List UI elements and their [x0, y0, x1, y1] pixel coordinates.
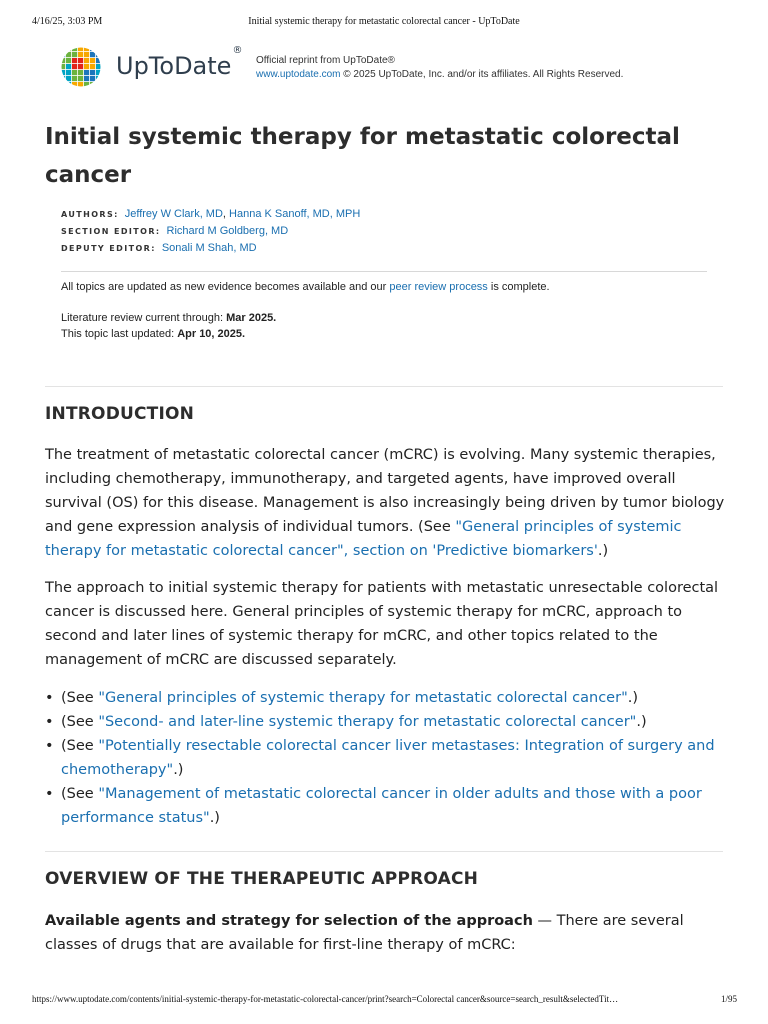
- logo-cell: [72, 52, 77, 57]
- page-title: Initial systemic therapy for metastatic colorectal cancer: [45, 124, 680, 188]
- general-principles-link[interactable]: "General principles of systemic therapy for metastatic colorectal cancer": [98, 690, 628, 706]
- review-dates: [61, 310, 276, 342]
- logo-cell: [84, 64, 89, 69]
- logo-cell: [90, 70, 95, 75]
- page-number: 1/95: [720, 994, 737, 1004]
- overview-paragraph: Available agents and strategy for selection of the approach — There are several classes of drugs that are available for first-line therapy of mCRC:: [45, 913, 684, 953]
- print-footer: [0, 994, 768, 1008]
- author-block: [61, 206, 360, 257]
- logo-cell: [96, 64, 101, 69]
- logo-cell: [84, 58, 89, 63]
- brand-header: [58, 46, 738, 96]
- logo-cell: [66, 64, 71, 69]
- last-updated-date: This topic last updated: Apr 10, 2025.: [61, 328, 246, 340]
- copyright-line: www.uptodate.com © 2025 UpToDate, Inc. and/or its affiliates. All Rights Reserved.: [256, 69, 624, 80]
- logo-cell: [78, 52, 83, 57]
- logo-cell: [78, 58, 83, 63]
- logo-cell: [96, 52, 101, 57]
- reprint-notice: [256, 54, 623, 82]
- logo-cell: [66, 52, 71, 57]
- divider: [61, 271, 707, 272]
- logo-cell: [90, 76, 95, 81]
- liver-metastases-link[interactable]: "Potentially resectable colorectal cancer liver metastases: Integration of surgery and chemotherapy": [61, 738, 715, 778]
- logo-cell: [66, 58, 71, 63]
- logo-cell: [96, 82, 101, 87]
- deputy-editor-row: DEPUTY EDITOR: Sonali M Shah, MD: [61, 242, 257, 254]
- list-item: • (See "General principles of systemic therapy for metastatic colorectal cancer".): [45, 686, 725, 710]
- logo-cell: [72, 64, 77, 69]
- logo-cell: [78, 70, 83, 75]
- logo-cell: [90, 52, 95, 57]
- intro-paragraph-2: The approach to initial systemic therapy for patients with metastatic unresectable colorectal cancer is discussed here. General principles of systemic therapy for mCRC, approach to second and later lines of systemic therapy for mCRC, and other topics related to the management of mCRC are discussed separately.: [45, 580, 719, 668]
- section-divider: [45, 386, 723, 387]
- logo-cell: [72, 58, 77, 63]
- logo-cell: [96, 58, 101, 63]
- lit-review-date: Literature review current through: Mar 2025.: [61, 312, 277, 324]
- authors-row: AUTHORS: Jeffrey W Clark, MD, Hanna K Sanoff, MD, MPH: [61, 208, 361, 220]
- uptodate-wordmark: UpToDate®: [116, 45, 243, 80]
- logo-cell: [60, 52, 65, 57]
- print-timestamp: 4/16/25, 3:03 PM: [32, 16, 103, 27]
- intro-paragraph-1: The treatment of metastatic colorectal cancer (mCRC) is evolving. Many systemic therapies, including chemotherapy, immunotherapy, and targeted agents, have improved overall survival (OS) for this disease. Management is also increasingly being driven by tumor biology and gene expression analysis of individual tumors. (See "General principles of systemic therapy for metastatic colorectal cancer", section on 'Predictive biomarkers'.): [45, 447, 725, 559]
- logo-cell: [84, 70, 89, 75]
- second-line-therapy-link[interactable]: "Second- and later-line systemic therapy for metastatic colorectal cancer": [98, 714, 637, 730]
- logo-cell: [72, 70, 77, 75]
- logo-cell: [66, 70, 71, 75]
- logo-cell: [78, 82, 83, 87]
- logo-cell: [60, 46, 65, 51]
- overview-heading: OVERVIEW OF THE THERAPEUTIC APPROACH: [45, 869, 479, 889]
- logo-cell: [60, 82, 65, 87]
- author-link-sanoff[interactable]: Hanna K Sanoff, MD, MPH: [229, 208, 361, 220]
- logo-cell: [96, 70, 101, 75]
- author-link-clark[interactable]: Jeffrey W Clark, MD: [124, 208, 223, 220]
- logo-cell: [90, 58, 95, 63]
- logo-cell: [96, 46, 101, 51]
- section-editor-row: SECTION EDITOR: Richard M Goldberg, MD: [61, 225, 289, 237]
- logo-cell: [66, 46, 71, 51]
- section-editor-link[interactable]: Richard M Goldberg, MD: [166, 225, 289, 237]
- logo-cell: [78, 46, 83, 51]
- section-divider: [45, 851, 723, 852]
- list-item: • (See "Potentially resectable colorectal cancer liver metastases: Integration of surgery and chemotherapy".): [45, 734, 725, 782]
- logo-cell: [84, 52, 89, 57]
- logo-cell: [78, 64, 83, 69]
- predictive-biomarkers-link[interactable]: "General principles of systemic therapy for metastatic colorectal cancer", section on 'Predictive biomarkers': [45, 519, 682, 559]
- logo-cell: [90, 82, 95, 87]
- logo-cell: [60, 76, 65, 81]
- uptodate-logo-icon: [60, 46, 102, 88]
- introduction-heading: INTRODUCTION: [45, 404, 195, 424]
- peer-review-link[interactable]: peer review process: [389, 281, 488, 293]
- logo-cell: [66, 82, 71, 87]
- logo-cell: [96, 76, 101, 81]
- logo-cell: [72, 76, 77, 81]
- print-url: https://www.uptodate.com/contents/initial-systemic-therapy-for-metastatic-colorectal-cancer/print?search=Colorectal cancer&source=search_result&selectedTit…: [32, 994, 619, 1004]
- older-adults-link[interactable]: "Management of metastatic colorectal cancer in older adults and those with a poor performance status": [61, 786, 702, 826]
- logo-cell: [60, 64, 65, 69]
- logo-cell: [72, 82, 77, 87]
- logo-cell: [90, 46, 95, 51]
- reprint-line: Official reprint from UpToDate®: [256, 55, 395, 66]
- update-note: All topics are updated as new evidence becomes available and our peer review process is complete.: [61, 281, 550, 293]
- logo-cell: [66, 76, 71, 81]
- logo-cell: [72, 46, 77, 51]
- logo-cell: [84, 46, 89, 51]
- print-header: [0, 16, 768, 30]
- see-also-list: [45, 686, 725, 830]
- deputy-editor-link[interactable]: Sonali M Shah, MD: [161, 242, 257, 254]
- print-page-title: Initial systemic therapy for metastatic colorectal cancer - UpToDate: [248, 16, 520, 27]
- logo-cell: [90, 64, 95, 69]
- list-item: • (See "Management of metastatic colorectal cancer in older adults and those with a poor performance status".): [45, 782, 725, 830]
- logo-cell: [84, 76, 89, 81]
- logo-cell: [78, 76, 83, 81]
- logo-cell: [84, 82, 89, 87]
- list-item: • (See "Second- and later-line systemic therapy for metastatic colorectal cancer".): [45, 710, 725, 734]
- uptodate-site-link[interactable]: www.uptodate.com: [256, 69, 341, 80]
- logo-cell: [60, 58, 65, 63]
- logo-cell: [60, 70, 65, 75]
